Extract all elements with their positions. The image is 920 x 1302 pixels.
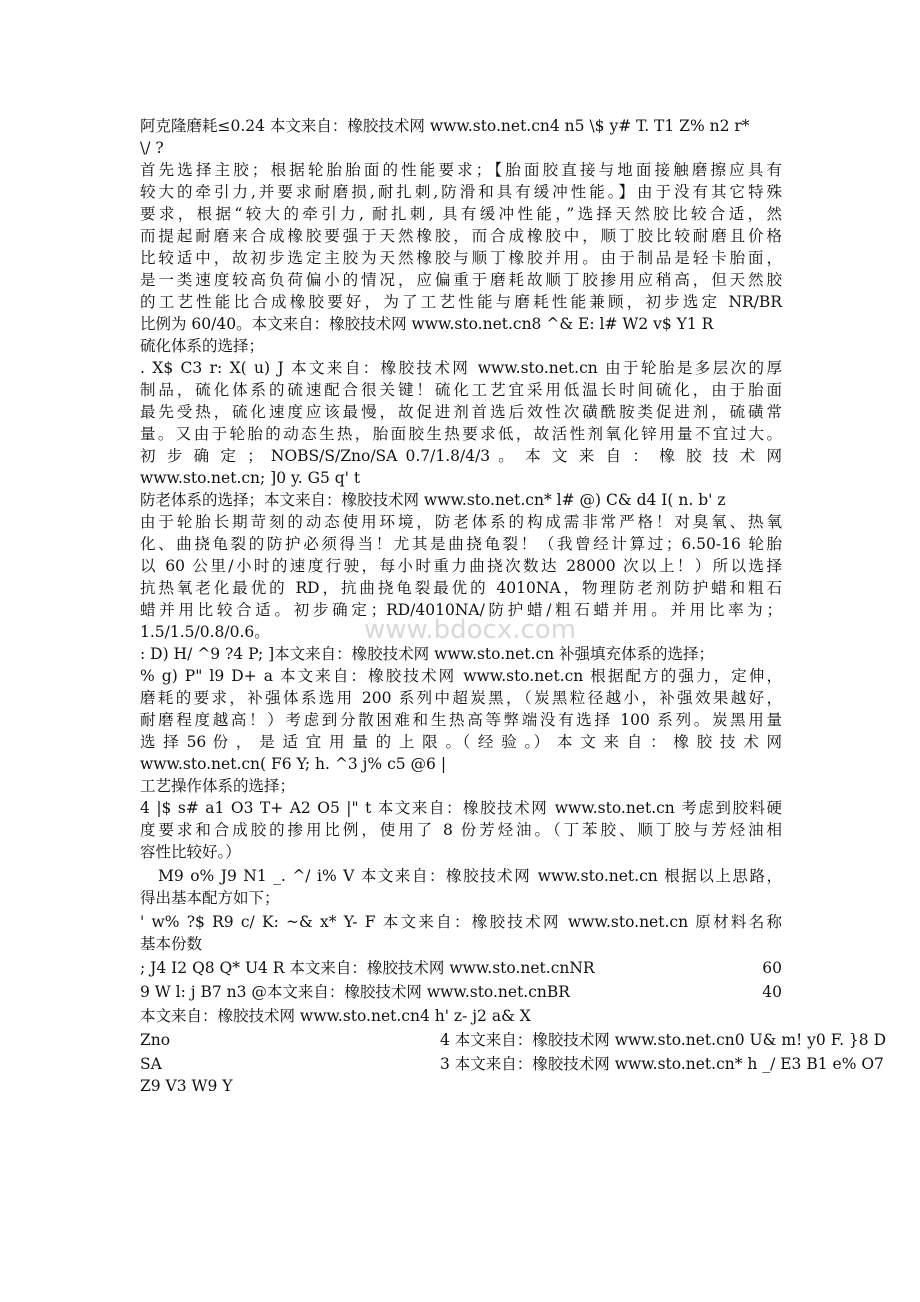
text-line: 要求，根据“较大的牵引力, 耐扎刺, 具有缓冲性能，”选择天然胶比较合适，然: [140, 205, 782, 223]
text-line: ' w% ?$ R9 c/ K: ~& x* Y- F 本文来自：橡胶技术网 www.sto.net.cn 原材料名称: [140, 913, 782, 931]
text-line: M9 o% J9 N1 _. ^/ i% V 本文来自：橡胶技术网 www.sto.net.cn 根据以上思路，: [158, 867, 782, 885]
material-amount: 4 本文来自：橡胶技术网 www.sto.net.cn0 U& m! y0 F. }8 D: [440, 1031, 886, 1049]
text-line: 基本份数: [140, 935, 203, 953]
table-row: [140, 957, 782, 979]
text-line: 比例为 60/40。本文来自：橡胶技术网 www.sto.net.cn8 ^& E: l# W2 v$ Y1 R: [140, 315, 714, 333]
text-line: 以 60 公里/小时的速度行驶，每小时重力曲挠次数达 28000 次以上！）所以选择: [140, 557, 782, 575]
text-line: 度要求和合成胶的掺用比例，使用了 8 份芳烃油。（丁苯胶、顺丁胶与芳烃油相: [140, 821, 782, 839]
table-row: [140, 1029, 886, 1051]
text-line: 由于轮胎长期苛刻的动态使用环境，防老体系的构成需非常严格！对臭氧、热氧: [140, 513, 782, 531]
text-line: 4 |$ s# a1 O3 T+ A2 O5 |" t 本文来自：橡胶技术网 www.sto.net.cn 考虑到胶料硬: [140, 799, 782, 817]
text-line: 首先选择主胶；根据轮胎胎面的性能要求；【胎面胶直接与地面接触磨擦应具有: [140, 161, 782, 179]
text-line: 初 步 确 定 ； NOBS/S/Zno/SA 0.7/1.8/4/3 。 本 文 来 自 ： 橡 胶 技 术 网: [140, 447, 782, 465]
text-line: 耐磨程度越高！）考虑到分散困难和生热高等弊端没有选择 100 系列。炭黑用量: [140, 711, 782, 729]
watermark: www.bdocx.com: [363, 615, 577, 645]
text-line: 磨耗的要求，补强体系选用 200 系列中超炭黑，（炭黑粒径越小，补强效果越好，: [140, 689, 782, 707]
text-line: 得出基本配方如下；: [140, 889, 280, 907]
text-line: 较大的牵引力,并要求耐磨损,耐扎刺,防滑和具有缓冲性能。】由于没有其它特殊: [140, 183, 782, 201]
text-line: \/ ?: [140, 139, 164, 157]
text-line: 的工艺性能比合成橡胶要好，为了工艺性能与磨耗性能兼顾，初步选定 NR/BR: [140, 293, 782, 311]
text-line: 量。又由于轮胎的动态生热，胎面胶生热要求低，故活性剂氧化锌用量不宜过大。: [140, 425, 782, 443]
text-line: www.sto.net.cn; ]0 y. G5 q' t: [140, 469, 361, 487]
text-line: 最先受热，硫化速度应该最慢，故促进剂首选后效性次磺酰胺类促进剂，硫磺常: [140, 403, 782, 421]
text-line: . X$ C3 r: X( u) J 本文来自：橡胶技术网 www.sto.net.cn 由于轮胎是多层次的厚: [140, 359, 782, 377]
material-amount: 60: [762, 959, 782, 977]
text-line: 阿克隆磨耗≤0.24 本文来自：橡胶技术网 www.sto.net.cn4 n5 \$ y# T. T1 Z% n2 r*: [140, 117, 750, 135]
material-name: 9 W l: j B7 n3 @本文来自：橡胶技术网 www.sto.net.cnBR: [140, 983, 570, 1001]
text-line: 1.5/1.5/0.8/0.6。: [140, 623, 270, 641]
text-line: 比较适中，故初步选定主胶为天然橡胶与顺丁橡胶并用。由于制品是轻卡胎面，: [140, 249, 782, 267]
material-amount: 3 本文来自：橡胶技术网 www.sto.net.cn* h _/ E3 B1 e% O7: [440, 1055, 884, 1073]
text-line: 抗热氧老化最优的 RD，抗曲挠龟裂最优的 4010NA，物理防老剂防护蜡和粗石: [140, 579, 782, 597]
text-line: 是一类速度较高负荷偏小的情况，应偏重于磨耗故顺丁胶掺用应稍高，但天然胶: [140, 271, 782, 289]
material-amount: 40: [762, 983, 782, 1001]
table-row: [140, 1053, 884, 1075]
section-heading: 硫化体系的选择；: [140, 337, 265, 355]
text-line: www.sto.net.cn( F6 Y; h. ^3 j% c5 @6 |: [140, 755, 447, 773]
text-line: % g) P" l9 D+ a 本文来自：橡胶技术网 www.sto.net.cn 根据配方的强力，定伸，: [140, 667, 782, 685]
section-heading: 工艺操作体系的选择；: [140, 777, 296, 795]
section-heading: 防老体系的选择；本文来自：橡胶技术网 www.sto.net.cn* l# @) C& d4 I( n. b' z: [140, 491, 726, 509]
table-row: [140, 981, 782, 1003]
text-line: Z9 V3 W9 Y: [140, 1077, 233, 1095]
material-name: ; J4 I2 Q8 Q* U4 R 本文来自：橡胶技术网 www.sto.net.cnNR: [140, 959, 595, 977]
text-line: 而提起耐磨来合成橡胶要强于天然橡胶，而合成橡胶中，顺丁胶比较耐磨且价格: [140, 227, 782, 245]
text-line: 本文来自：橡胶技术网 www.sto.net.cn4 h' z- j2 a& X: [140, 1007, 531, 1025]
material-name: SA: [140, 1055, 162, 1073]
section-heading: : D) H/ ^9 ?4 P; ]本文来自：橡胶技术网 www.sto.net.cn 补强填充体系的选择；: [140, 645, 715, 663]
text-line: 容性比较好。）: [140, 843, 241, 861]
text-line: 蜡并用比较合适。初步确定；RD/4010NA/防护蜡/粗石蜡并用。并用比率为；: [140, 601, 782, 619]
text-line: 化、曲挠龟裂的防护必须得当！尤其是曲挠龟裂！（我曾经计算过；6.50-16 轮胎: [140, 535, 782, 553]
text-line: 选 择 56 份 ， 是 适 宜 用 量 的 上 限 。（ 经 验 。） 本 文 来 自 ： 橡 胶 技 术 网: [140, 733, 782, 751]
text-line: 制品，硫化体系的硫速配合很关键！硫化工艺宜采用低温长时间硫化，由于胎面: [140, 381, 782, 399]
material-name: Zno: [140, 1031, 171, 1049]
